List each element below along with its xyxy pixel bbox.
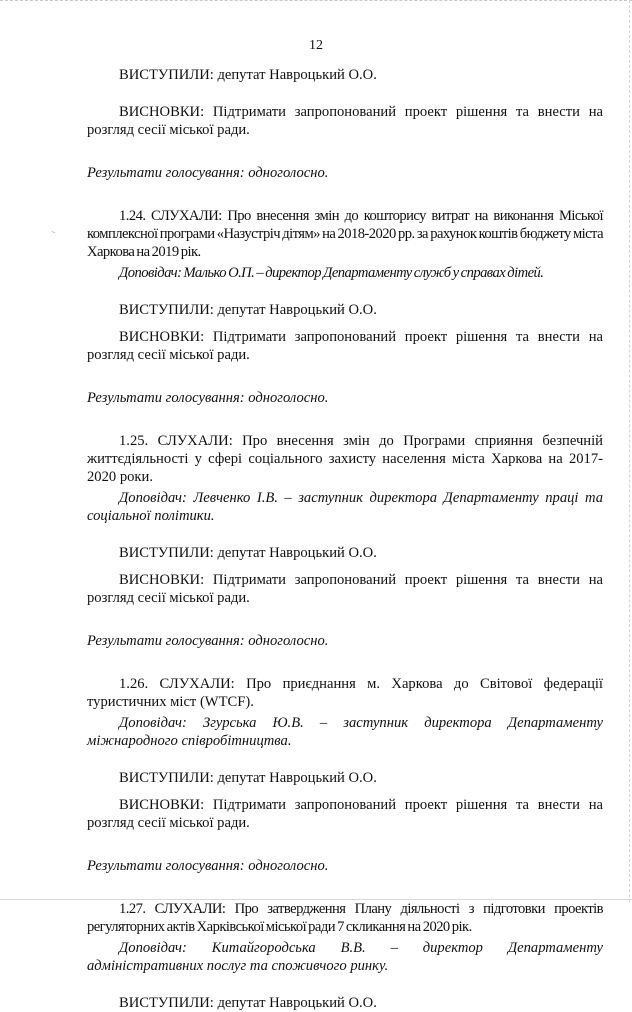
scan-edge-right (629, 0, 631, 902)
speaker-line-1-27: Доповідач: Китайгородська В.В. – директор Департаменту адміністративних послуг та споживчого ринку. (87, 940, 603, 974)
scan-edge-top (0, 0, 632, 2)
spoke-line-1-26: ВИСТУПИЛИ: депутат Навроцький О.О. (119, 770, 377, 786)
heard-paragraph-1-24: 1.24. СЛУХАЛИ: Про внесення змін до кошторису витрат на виконання Міської комплексної програми «Назустріч дітям» на 2018-2020 рр. за рахунок коштів бюджету міста Харкова на 2019 рік. (87, 208, 603, 260)
speaker-line-1-26: Доповідач: Згурська Ю.В. – заступник директора Департаменту міжнародного співробітництва. (87, 715, 603, 749)
page-number: 12 (309, 38, 323, 53)
minutes-text (87, 66, 603, 1012)
conclusion-paragraph-1-25: ВИСНОВКИ: Підтримати запропонований проект рішення та внести на розгляд сесії міської ради. (87, 572, 603, 606)
voting-result: Результати голосування: одноголосно. (87, 165, 329, 181)
voting-result-1-25: Результати голосування: одноголосно. (87, 633, 329, 649)
heard-paragraph-1-26: 1.26. СЛУХАЛИ: Про приєднання м. Харкова до Світової федерації туристичних міст (WTCF). (87, 676, 603, 710)
spoke-line-1-25: ВИСТУПИЛИ: депутат Навроцький О.О. (119, 545, 377, 561)
conclusion-paragraph-1-26: ВИСНОВКИ: Підтримати запропонований проект рішення та внести на розгляд сесії міської ради. (87, 797, 603, 831)
heard-paragraph-1-25: 1.25. СЛУХАЛИ: Про внесення змін до Програми сприяння безпечній життєдіяльності у сфері соціального захисту населення міста Харкова на 2017-2020 роки. (87, 433, 603, 485)
speaker-line-1-24: Доповідач: Малько О.П. – директор Департаменту служб у справах дітей. (119, 265, 544, 281)
spoke-line-1-27: ВИСТУПИЛИ: депутат Навроцький О.О. (119, 995, 377, 1011)
spoke-line: ВИСТУПИЛИ: депутат Навроцький О.О. (119, 67, 377, 83)
conclusion-paragraph-1-24: ВИСНОВКИ: Підтримати запропонований проект рішення та внести на розгляд сесії міської ради. (87, 329, 603, 363)
heard-paragraph-1-27: 1.27. СЛУХАЛИ: Про затвердження Плану діяльності з підготовки проектів регуляторних актів Харківської міської ради 7 скликання на 2020 рік. (87, 901, 603, 935)
speaker-line-1-25: Доповідач: Левченко І.В. – заступник директора Департаменту праці та соціальної політики. (87, 490, 603, 524)
margin-pen-mark: ı (48, 229, 58, 235)
voting-result-1-26: Результати голосування: одноголосно. (87, 858, 329, 874)
conclusion-paragraph: ВИСНОВКИ: Підтримати запропонований проект рішення та внести на розгляд сесії міської ради. (87, 104, 603, 138)
spoke-line-1-24: ВИСТУПИЛИ: депутат Навроцький О.О. (119, 302, 377, 318)
voting-result-1-24: Результати голосування: одноголосно. (87, 390, 329, 406)
